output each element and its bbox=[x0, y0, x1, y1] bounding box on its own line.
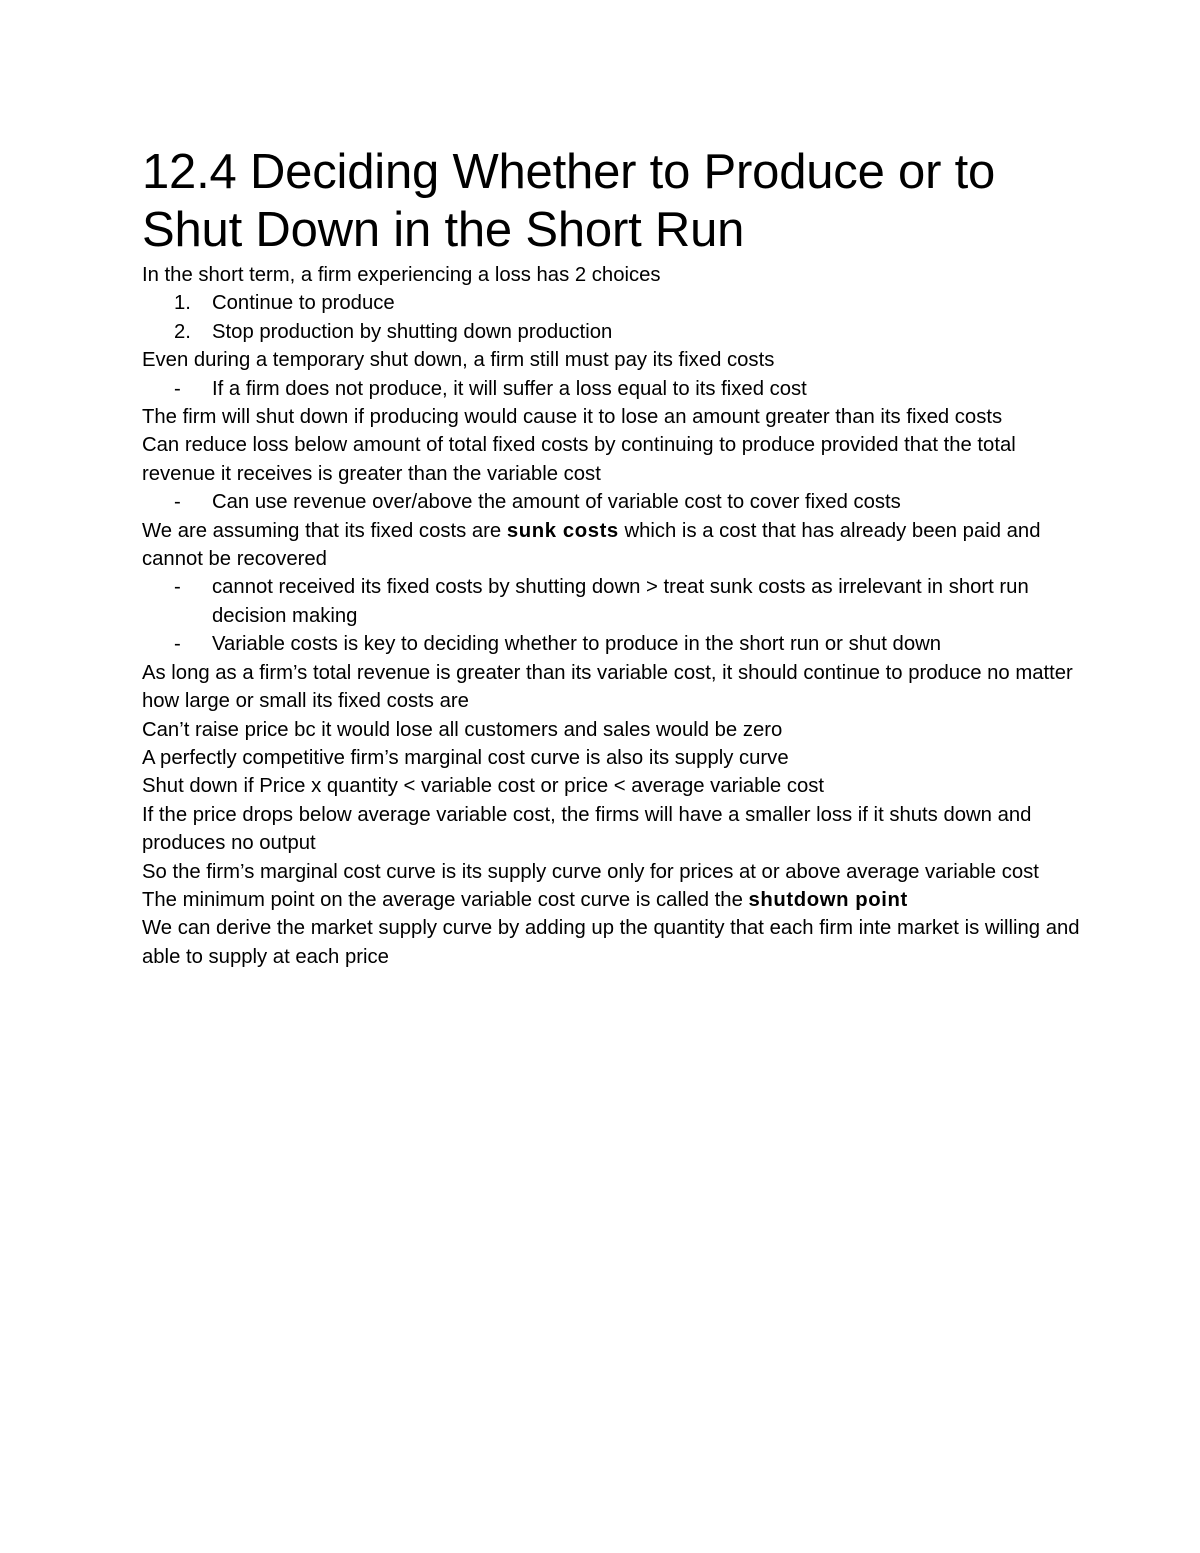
sunk-costs-text-after: which is a cost that has already been paid and cannot be recovered bbox=[142, 519, 1041, 571]
bullet-item-text: cannot received its fixed costs by shutting down > treat sunk costs as irrelevant in short run decision making bbox=[212, 576, 1029, 627]
paragraph-shutdown-point bbox=[142, 886, 1082, 914]
paragraph-reduce-loss: Can reduce loss below amount of total fixed costs by continuing to produce provided that the total revenue it receives is greater than the variable cost bbox=[142, 434, 1016, 485]
paragraph-supply-curve: So the firm’s marginal cost curve is its supply curve only for prices at or above average variable cost bbox=[142, 860, 1039, 883]
sunk-costs-term: sunk costs bbox=[506, 519, 619, 542]
page-title: 12.4 Deciding Whether to Produce or to Shut Down in the Short Run bbox=[142, 145, 996, 257]
bullet-dash: - bbox=[174, 377, 181, 400]
paragraph-market-supply: We can derive the market supply curve by adding up the quantity that each firm inte market is willing and able to supply at each price bbox=[142, 917, 1080, 968]
bullet-item bbox=[142, 375, 1082, 403]
paragraph-raise-price: Can’t raise price bc it would lose all customers and sales would be zero bbox=[142, 718, 783, 741]
list-item bbox=[142, 318, 1082, 346]
list-item-text: Stop production by shutting down production bbox=[212, 320, 613, 343]
bullet-item bbox=[142, 573, 1082, 630]
sunk-costs-text-before: We are assuming that its fixed costs are bbox=[142, 519, 507, 542]
paragraph-shutdown-condition: Shut down if Price x quantity < variable cost or price < average variable cost bbox=[142, 775, 825, 798]
shutdown-point-term: shutdown point bbox=[748, 888, 908, 911]
bullet-dash: - bbox=[174, 633, 181, 656]
paragraph-total-revenue: As long as a firm’s total revenue is greater than its variable cost, it should continue to produce no matter how large or small its fixed costs are bbox=[142, 661, 1073, 713]
bullet-item bbox=[142, 630, 1082, 658]
paragraph-shutdown-rule: The firm will shut down if producing would cause it to lose an amount greater than its fixed costs bbox=[142, 406, 1003, 429]
paragraph-marginal-cost-supply: A perfectly competitive firm’s marginal cost curve is also its supply curve bbox=[142, 746, 789, 769]
bullet-item-text: Variable costs is key to deciding whether to produce in the short run or shut down bbox=[212, 633, 942, 656]
shutdown-point-text-before: The minimum point on the average variable cost curve is called the bbox=[142, 888, 749, 911]
bullet-dash: - bbox=[174, 491, 181, 514]
list-number: 1. bbox=[174, 292, 191, 315]
paragraph-temporary-shutdown: Even during a temporary shut down, a firm still must pay its fixed costs bbox=[142, 349, 775, 372]
bullet-item-text: If a firm does not produce, it will suffer a loss equal to its fixed cost bbox=[212, 377, 807, 400]
paragraph-short-term-choices: In the short term, a firm experiencing a loss has 2 choices bbox=[142, 264, 661, 286]
paragraph-price-drops: If the price drops below average variable cost, the firms will have a smaller loss if it shuts down and produces no output bbox=[142, 803, 1032, 855]
bullet-item-text: Can use revenue over/above the amount of variable cost to cover fixed costs bbox=[212, 491, 901, 514]
document-body bbox=[142, 143, 1082, 971]
list-item-text: Continue to produce bbox=[212, 292, 395, 315]
list-item bbox=[142, 289, 1082, 317]
paragraph-sunk-costs bbox=[142, 517, 1082, 574]
list-number: 2. bbox=[174, 320, 191, 343]
bullet-item bbox=[142, 488, 1082, 516]
bullet-dash: - bbox=[174, 576, 181, 599]
